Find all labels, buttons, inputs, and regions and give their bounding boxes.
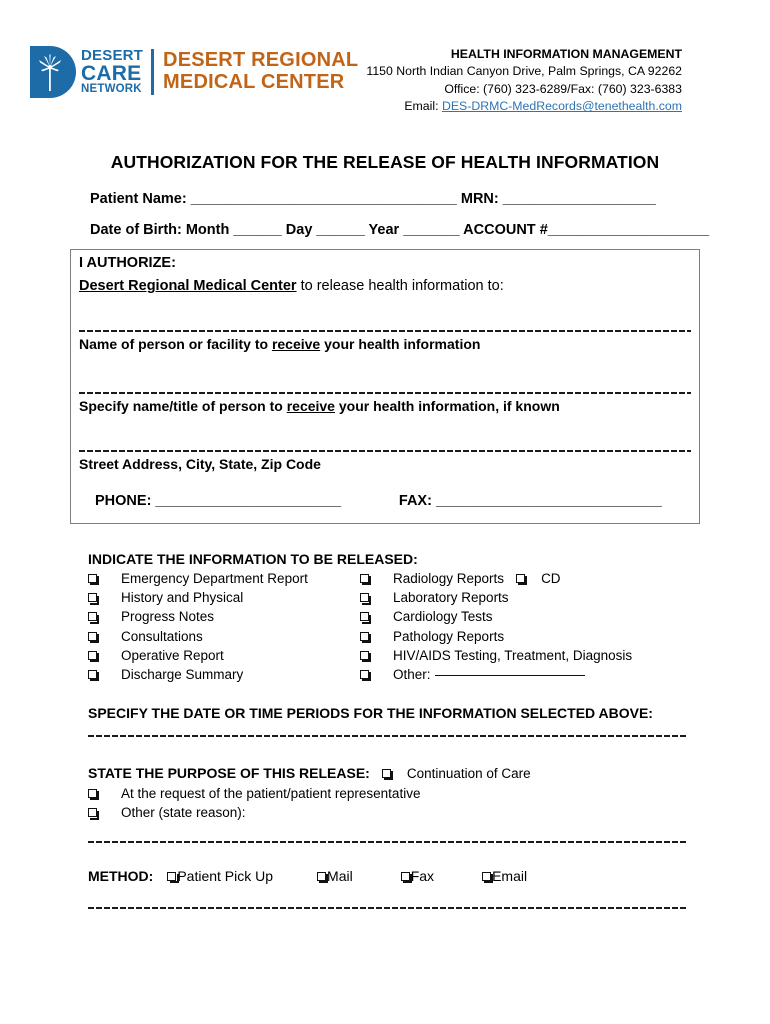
page-title: AUTHORIZATION FOR THE RELEASE OF HEALTH INFORMATION — [110, 152, 660, 172]
checkbox-icon[interactable] — [167, 872, 176, 881]
facility-address: 1150 North Indian Canyon Drive, Palm Springs, CA 92262 — [366, 64, 682, 79]
checkbox-row-pathology-reports[interactable] — [360, 629, 632, 648]
purpose-options — [88, 786, 420, 824]
purpose-label-continuation-of-care: Continuation of Care — [406, 766, 531, 781]
checkbox-label: Other (state reason): — [121, 805, 246, 821]
patient-name-field-line[interactable]: Patient Name: _________________________________ MRN: ___________________ — [90, 191, 656, 207]
recipient-name-rule[interactable] — [79, 330, 691, 332]
checkbox-label: Discharge Summary — [121, 666, 244, 682]
method-option-label: Patient Pick Up — [177, 868, 274, 884]
checkbox-row-emergency-department-report[interactable] — [88, 571, 308, 590]
checkbox-row-laboratory-reports[interactable] — [360, 590, 632, 609]
release-options-right-column — [360, 571, 632, 686]
other-input-rule[interactable] — [435, 675, 585, 676]
checkbox-label: Pathology Reports — [393, 628, 505, 644]
checkbox-row-other[interactable] — [360, 667, 632, 686]
purpose-section-heading-row — [88, 765, 531, 781]
authorize-facility-name: Desert Regional Medical Center — [79, 278, 297, 294]
checkbox-row-operative-report[interactable] — [88, 648, 308, 667]
method-bottom-rule[interactable] — [88, 907, 688, 909]
recipient-title-rule[interactable] — [79, 392, 691, 394]
authorize-heading: I AUTHORIZE: — [79, 255, 176, 271]
checkbox-icon[interactable] — [88, 632, 97, 641]
method-section — [88, 868, 527, 884]
header-contact-block — [366, 46, 682, 116]
caption-1-pre: Name of person or facility to — [79, 336, 272, 352]
caption-2-emph: receive — [286, 398, 335, 414]
checkbox-icon[interactable] — [317, 872, 326, 881]
checkbox-label-cd: CD — [541, 571, 561, 586]
checkbox-icon[interactable] — [360, 593, 369, 602]
checkbox-icon[interactable] — [88, 612, 97, 621]
checkbox-label: Consultations — [121, 628, 203, 644]
checkbox-label: Cardiology Tests — [393, 609, 493, 625]
logo-divider — [151, 49, 154, 95]
checkbox-row-patient-request[interactable] — [88, 786, 420, 805]
checkbox-label: HIV/AIDS Testing, Treatment, Diagnosis — [393, 647, 633, 663]
checkbox-label: Radiology Reports — [393, 571, 505, 586]
caption-1-emph: receive — [271, 336, 321, 352]
checkbox-label: History and Physical — [121, 590, 244, 606]
checkbox-icon[interactable] — [88, 593, 97, 602]
date-of-birth-field-line[interactable]: Date of Birth: Month ______ Day ______ Year _______ ACCOUNT #____________________ — [90, 222, 710, 238]
release-options-left-column — [88, 571, 308, 686]
desert-care-network-logo — [30, 44, 358, 100]
logo-wordmark — [81, 49, 143, 95]
facility-phone-fax: Office: (760) 323-6289/Fax: (760) 323-6383 — [444, 81, 682, 96]
purpose-reason-rule[interactable] — [88, 841, 688, 843]
facility-email-line — [366, 98, 682, 115]
checkbox-icon[interactable] — [88, 789, 97, 798]
checkbox-icon[interactable] — [360, 632, 369, 641]
checkbox-icon[interactable] — [88, 670, 97, 679]
indicate-section-heading: INDICATE THE INFORMATION TO BE RELEASED: — [88, 551, 418, 567]
date-section-heading: SPECIFY THE DATE OR TIME PERIODS FOR THE INFORMATION SELECTED ABOVE: — [88, 705, 653, 721]
checkbox-row-radiology-reports[interactable] — [360, 571, 632, 590]
fax-field[interactable]: FAX: ____________________________ — [398, 493, 662, 509]
logo-word-network: NETWORK — [81, 82, 142, 95]
checkbox-label: Emergency Department Report — [121, 571, 308, 586]
method-option-label: Fax — [410, 868, 435, 884]
street-address-caption: Street Address, City, State, Zip Code — [79, 456, 321, 472]
authorize-box — [70, 249, 700, 524]
checkbox-icon-cd[interactable] — [516, 574, 525, 583]
method-option-fax[interactable] — [401, 868, 434, 884]
checkbox-icon[interactable] — [360, 612, 369, 621]
method-label: METHOD: — [88, 868, 154, 884]
department-name: HEALTH INFORMATION MANAGEMENT — [450, 47, 682, 61]
checkbox-label: Other: — [393, 666, 431, 682]
date-period-rule[interactable] — [88, 735, 688, 737]
checkbox-icon[interactable] — [360, 574, 369, 583]
checkbox-icon-continuation-of-care[interactable] — [382, 769, 391, 778]
checkbox-label: Laboratory Reports — [393, 590, 509, 606]
checkbox-label: At the request of the patient/patient representative — [121, 786, 421, 801]
authorize-release-line — [79, 278, 504, 294]
checkbox-row-cardiology-tests[interactable] — [360, 609, 632, 628]
facility-name — [163, 50, 358, 93]
checkbox-row-other-reason[interactable] — [88, 805, 420, 824]
checkbox-icon[interactable] — [360, 670, 369, 679]
phone-field[interactable]: PHONE: _______________________ — [95, 493, 341, 509]
facility-name-line-2: MEDICAL CENTER — [163, 71, 345, 93]
caption-2-post: your health information, if known — [334, 398, 560, 414]
recipient-name-caption — [79, 336, 480, 352]
palm-tree-icon — [30, 46, 76, 98]
page-header — [0, 0, 770, 130]
facility-name-line-1: DESERT REGIONAL — [163, 49, 359, 72]
checkbox-icon[interactable] — [88, 651, 97, 660]
checkbox-icon[interactable] — [360, 651, 369, 660]
checkbox-icon[interactable] — [401, 872, 410, 881]
phone-fax-row — [95, 493, 662, 509]
method-option-mail[interactable] — [317, 868, 353, 884]
email-label: Email: — [404, 99, 442, 114]
palm-tree-glyph — [37, 53, 63, 93]
method-option-label: Mail — [327, 868, 353, 884]
method-option-email[interactable] — [482, 868, 527, 884]
logo-word-desert: DESERT — [81, 47, 144, 65]
checkbox-row-consultations[interactable] — [88, 629, 308, 648]
method-option-patient-pick-up[interactable] — [167, 868, 273, 884]
authorize-release-text: to release health information to: — [296, 278, 504, 294]
checkbox-row-progress-notes[interactable] — [88, 609, 308, 628]
checkbox-row-hiv-aids[interactable] — [360, 648, 632, 667]
checkbox-icon[interactable] — [482, 872, 491, 881]
checkbox-row-history-and-physical[interactable] — [88, 590, 308, 609]
street-address-rule[interactable] — [79, 450, 691, 452]
checkbox-label: Operative Report — [121, 647, 224, 663]
method-option-label: Email — [492, 868, 528, 884]
checkbox-icon[interactable] — [88, 808, 97, 817]
email-link[interactable]: DES-DRMC-MedRecords@tenethealth.com — [441, 99, 682, 114]
checkbox-icon[interactable] — [88, 574, 97, 583]
checkbox-label: Progress Notes — [121, 609, 215, 625]
caption-2-pre: Specify name/title of person to — [79, 398, 287, 414]
recipient-title-caption — [79, 398, 560, 414]
checkbox-row-discharge-summary[interactable] — [88, 667, 308, 686]
logo-word-care: CARE — [81, 61, 142, 85]
caption-1-post: your health information — [320, 336, 481, 352]
purpose-section-heading: STATE THE PURPOSE OF THIS RELEASE: — [88, 765, 370, 781]
